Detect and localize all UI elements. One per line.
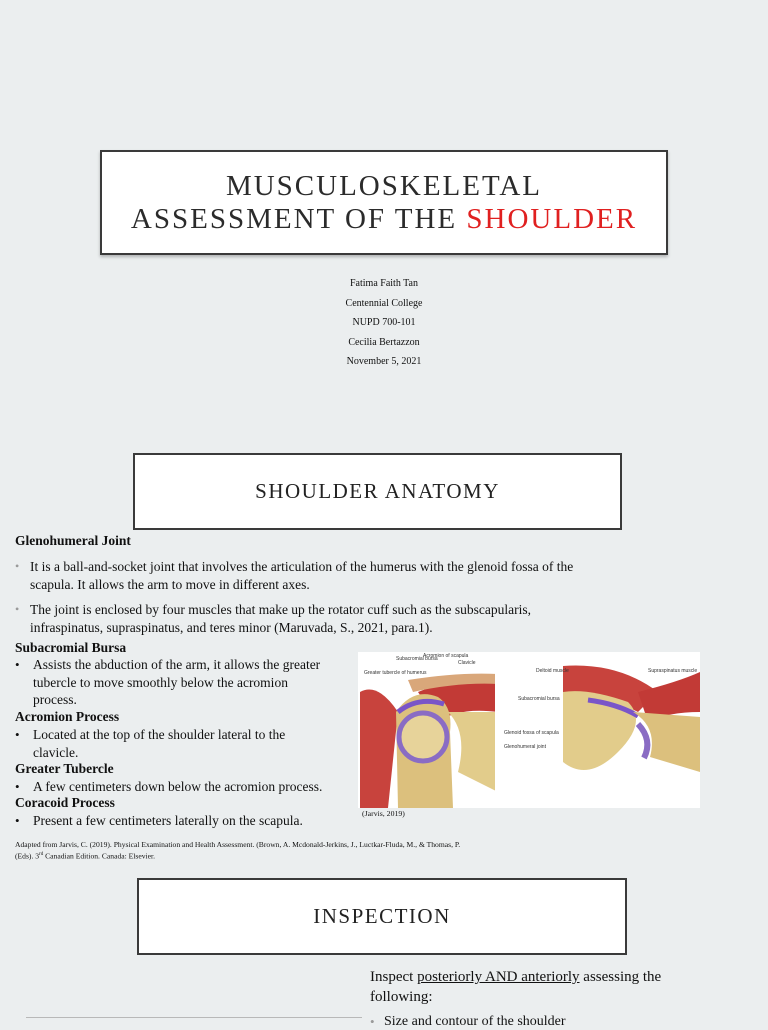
- acromion-title: Acromion Process: [15, 709, 120, 724]
- intro-post: assessing the: [579, 969, 662, 985]
- label-glenohumeral-joint: Glenohumeral joint: [504, 744, 546, 750]
- label-subacromial-bursa-2: Subacromial bursa: [518, 696, 560, 702]
- date: November 5, 2021: [346, 356, 422, 368]
- greater-tubercle-text: A few centimeters down below the acromion process.: [33, 779, 323, 794]
- glenohumeral-p1: [30, 558, 573, 593]
- subacromial-line1: Assists the abduction of the arm, it allows the greater: [33, 657, 321, 672]
- bullet-dot: •: [15, 602, 20, 616]
- anatomy-heading-box: [133, 453, 622, 530]
- humeral-head-left: [399, 713, 447, 761]
- coracoid-title: Coracoid Process: [15, 795, 115, 810]
- shoulder-anatomy-illustration: [358, 652, 700, 808]
- bullet-dot: •: [15, 727, 20, 742]
- acromion-line1: Located at the top of the shoulder lateral to the: [33, 727, 286, 742]
- inspection-intro-line2: following:: [370, 988, 433, 1005]
- glenohumeral-p1-line1: It is a ball-and-socket joint that involves the articulation of the humerus with the glenoid fossa of the: [30, 559, 574, 574]
- college: Centennial College: [345, 297, 423, 309]
- bullet-dot: •: [15, 813, 20, 828]
- reference-line2-post: Canadian Edition. Canada: Elsevier.: [43, 851, 155, 861]
- coracoid-text: Present a few centimeters laterally on the scapula.: [33, 813, 303, 828]
- inspection-bullet-1: Size and contour of the shoulder: [384, 1014, 566, 1029]
- shoulder-anatomy-figure: [358, 652, 700, 808]
- title-accent: SHOULDER: [466, 202, 638, 235]
- reference-line1: Adapted from Jarvis, C. (2019). Physical Examination and Health Assessment. (Brown, A. Mcdonald-Jerkins, J., Luctkar-Fluda, M., & Thomas, P.: [15, 840, 461, 849]
- inspection-heading: INSPECTION: [313, 904, 451, 928]
- anatomy-heading: SHOULDER ANATOMY: [255, 479, 500, 503]
- reference-line2: [15, 850, 460, 862]
- glenohumeral-p2: [30, 601, 531, 636]
- bullet-dot: •: [15, 657, 20, 672]
- subacromial-text: [33, 656, 320, 709]
- label-subacromial-bursa: Subacromial bursa: [396, 656, 438, 662]
- glenohumeral-p2-line2: infraspinatus, supraspinatus, and teres minor (Maruvada, S., 2021, para.1).: [30, 619, 433, 635]
- reference: [15, 840, 460, 862]
- label-clavicle: Clavicle: [458, 660, 476, 666]
- reference-sup: rd: [39, 852, 44, 857]
- title-line-1: MUSCULOSKELETAL: [225, 169, 543, 202]
- intro-underline: posteriorly AND anteriorly: [417, 969, 580, 985]
- glenohumeral-title: Glenohumeral Joint: [15, 533, 131, 548]
- divider-line: [26, 1017, 362, 1018]
- subacromial-title: Subacromial Bursa: [15, 640, 127, 655]
- subacromial-line2: tubercle to move smoothly below the acromion: [33, 674, 288, 690]
- greater-tubercle-title: Greater Tubercle: [15, 761, 114, 776]
- acromion-text: [33, 726, 285, 761]
- figure-caption: (Jarvis, 2019): [362, 809, 405, 818]
- intro-pre: Inspect: [370, 969, 418, 985]
- inspection-intro-line1: [370, 968, 661, 988]
- inspection-intro: [370, 968, 661, 1007]
- title-line-2: [131, 203, 637, 236]
- acromion-line2: clavicle.: [33, 744, 79, 760]
- label-acromion: Acromion of scapula: [423, 653, 469, 659]
- bullet-dot: •: [370, 1014, 375, 1029]
- title-line-2-prefix: ASSESSMENT OF THE: [130, 202, 467, 235]
- glenohumeral-p2-line1: The joint is enclosed by four muscles that make up the rotator cuff such as the subscapularis,: [30, 602, 531, 617]
- author-meta: [0, 274, 768, 372]
- label-deltoid: Deltoid muscle: [536, 668, 569, 674]
- bullet-dot: •: [15, 559, 20, 573]
- instructor: Cecilia Bertazzon: [348, 336, 420, 348]
- inspection-heading-box: [137, 878, 627, 955]
- author-name: Fatima Faith Tan: [350, 278, 418, 289]
- label-greater-tubercle: Greater tubercle of humerus: [364, 670, 427, 676]
- label-glenoid-fossa: Glenoid fossa of scapula: [504, 730, 559, 736]
- label-supraspinatus: Supraspinatus muscle: [648, 668, 698, 674]
- slide-title: [131, 170, 637, 236]
- subacromial-line3: process.: [33, 692, 77, 707]
- course-code: NUPD 700-101: [352, 317, 416, 329]
- title-box: [100, 150, 668, 255]
- glenohumeral-p1-line2: scapula. It allows the arm to move in different axes.: [30, 576, 310, 592]
- reference-line2-pre: (Eds). 3: [15, 851, 40, 861]
- bullet-dot: •: [15, 779, 20, 794]
